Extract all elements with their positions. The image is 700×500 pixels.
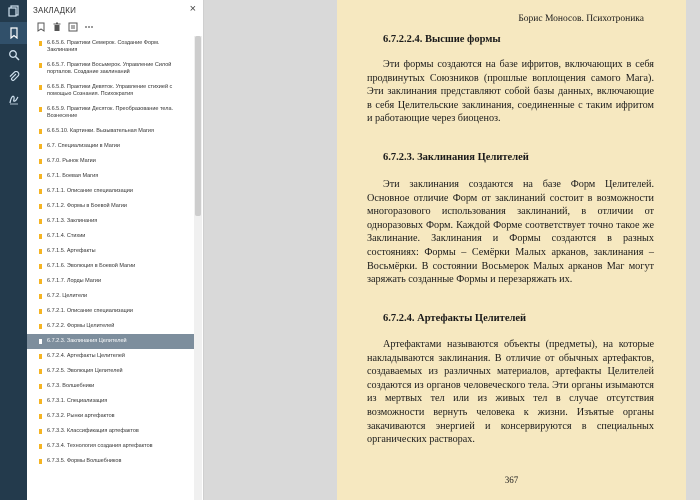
bookmark-flag-icon (39, 41, 42, 46)
bookmark-flag-icon (39, 234, 42, 239)
left-rail (0, 0, 27, 500)
bookmark-item[interactable]: 6.7.1.1. Описание специализации (27, 184, 194, 199)
running-header: Борис Моносов. Психотроника (518, 14, 644, 24)
bookmark-item[interactable]: 6.6.5.10. Картинки. Вызывательная Магия (27, 124, 194, 139)
bookmark-flag-icon (39, 309, 42, 314)
bookmark-item[interactable]: 6.7.1.5. Артефакты (27, 244, 194, 259)
document-page (337, 0, 686, 500)
paragraph: Эти формы создаются на базе ифритов, включающих в себя продвинутых Союзников (прошлые воплощения самого Мага). Эти заклинания представляют собой базы данных, включающие в себя Целительские заклинания, соединенные с таким ифритом и работающие через биоценоз. (367, 59, 654, 125)
bookmark-item[interactable]: 6.7.1.3. Заклинания (27, 214, 194, 229)
bookmark-flag-icon (39, 174, 42, 179)
bookmark-icon[interactable] (0, 22, 27, 44)
bookmark-item[interactable]: 6.6.5.9. Практики Десяток. Преобразование тела. Вознесение (27, 102, 194, 124)
page-number: 367 (504, 475, 519, 485)
bookmark-item[interactable]: 6.7.2.1. Описание специализации (27, 304, 194, 319)
bookmark-flag-icon (39, 249, 42, 254)
heading-high-forms: 6.7.2.2.4. Высшие формы (383, 34, 501, 45)
bookmark-flag-icon (39, 204, 42, 209)
more-icon[interactable] (84, 19, 94, 37)
bookmark-item[interactable]: 6.6.5.7. Практики Восьмерок. Управление Силой порталов. Создание заклинаний (27, 58, 194, 80)
bookmark-flag-icon (39, 279, 42, 284)
bookmark-flag-icon (39, 339, 42, 344)
bookmark-item[interactable]: 6.6.5.8. Практики Девяток. Управление стихией с помощью Сознания. Психократия (27, 80, 194, 102)
bookmark-item[interactable]: 6.7.1. Боевая Магия (27, 169, 194, 184)
bookmark-flag-icon (39, 85, 42, 90)
bookmark-flag-icon (39, 369, 42, 374)
bookmark-flag-icon (39, 324, 42, 329)
bookmark-item[interactable]: 6.7.3.2. Рынки артефактов (27, 409, 194, 424)
heading-healer-artifacts: 6.7.2.4. Артефакты Целителей (383, 313, 527, 324)
search-icon[interactable] (0, 44, 27, 66)
bookmarks-panel (27, 0, 204, 500)
bookmarks-toolbar (27, 20, 203, 35)
bookmark-item[interactable]: 6.7.2. Целители (27, 289, 194, 304)
paragraph: Артефактами называются объекты (предметы), на которые накладываются заклинания. В отличие от обычных артефактов, создаваемых из различных материалов, артефакты Целителей создаются из органов человеческого тела. Эти органы изымаются из мертвых тел или из живых тел в случае отсутствия возможности вернуть человека к жизни. Изъятые органы закачиваются энергией и консервируются в специальных органических растворах. (367, 339, 654, 446)
bookmark-item[interactable]: 6.7.1.7. Лорды Магии (27, 274, 194, 289)
bookmark-item-selected[interactable]: 6.7.2.3. Заклинания Целителей (27, 334, 194, 349)
bookmark-flag-icon (39, 399, 42, 404)
bookmark-flag-icon (39, 129, 42, 134)
heading-healer-spells: 6.7.2.3. Заклинания Целителей (383, 152, 529, 163)
bookmark-flag-icon (39, 414, 42, 419)
bookmark-item[interactable]: 6.7.3.4. Технология создания артефактов (27, 439, 194, 454)
bookmark-scrollbar[interactable] (194, 36, 202, 500)
bookmark-item[interactable]: 6.6.5.6. Практики Семерок. Создание Форм. Заклинания (27, 36, 194, 58)
scrollbar-thumb[interactable] (195, 36, 201, 216)
panel-title: ЗАКЛАДКИ (33, 5, 77, 15)
pages-icon[interactable] (0, 0, 27, 22)
bookmark-list (27, 36, 194, 500)
bookmark-item[interactable]: 6.7. Специализации в Магии (27, 139, 194, 154)
bookmark-flag-icon (39, 144, 42, 149)
bookmark-item[interactable]: 6.7.1.6. Эволюция в Боевой Магии (27, 259, 194, 274)
bookmark-item[interactable]: 6.7.3.3. Классификация артефактов (27, 424, 194, 439)
bookmark-flag-icon (39, 294, 42, 299)
bookmark-flag-icon (39, 219, 42, 224)
bookmark-flag-icon (39, 159, 42, 164)
delete-icon[interactable] (52, 19, 62, 37)
bookmark-item[interactable]: 6.7.3. Волшебники (27, 379, 194, 394)
bookmark-flag-icon (39, 107, 42, 112)
bookmark-item[interactable]: 6.7.0. Рынок Магии (27, 154, 194, 169)
signature-icon[interactable] (0, 88, 27, 110)
bookmark-flag-icon (39, 384, 42, 389)
bookmark-item[interactable]: 6.7.2.5. Эволюция Целителей (27, 364, 194, 379)
bookmark-flag-icon (39, 354, 42, 359)
bookmark-flag-icon (39, 189, 42, 194)
bookmark-flag-icon (39, 444, 42, 449)
bookmark-flag-icon (39, 63, 42, 68)
expand-icon[interactable] (68, 19, 78, 37)
bookmark-item[interactable]: 6.7.3.5. Формы Волшебников (27, 454, 194, 469)
bookmark-item[interactable]: 6.7.3.1. Специализация (27, 394, 194, 409)
paragraph: Эти заклинания создаются на базе Форм Целителей. Основное отличие Форм от заклинаний состоит в возможности многоразового использования заклинаний, в отличии от одноразовых Форм. Каждой Форме соответствует точно такое же Заклинание. Заклинания и Формы создаются в разных состояниях: Формы – Семёрки Малых арканов, заклинания – Восьмёрки. В состоянии Восьмерок Малых арканов Маг могут заряжать созданные Формы и перезаряжать их. (367, 179, 654, 286)
add-bookmark-icon[interactable] (36, 19, 46, 37)
close-icon[interactable]: × (189, 3, 196, 15)
bookmark-item[interactable]: 6.7.1.4. Стихии (27, 229, 194, 244)
bookmark-item[interactable]: 6.7.2.2. Формы Целителей (27, 319, 194, 334)
bookmark-flag-icon (39, 459, 42, 464)
bookmark-flag-icon (39, 429, 42, 434)
bookmark-item[interactable]: 6.7.2.4. Артефакты Целителей (27, 349, 194, 364)
bookmark-flag-icon (39, 264, 42, 269)
bookmark-item[interactable]: 6.7.1.2. Формы в Боевой Магии (27, 199, 194, 214)
document-scrollbar[interactable] (686, 0, 700, 500)
attachment-icon[interactable] (0, 66, 27, 88)
